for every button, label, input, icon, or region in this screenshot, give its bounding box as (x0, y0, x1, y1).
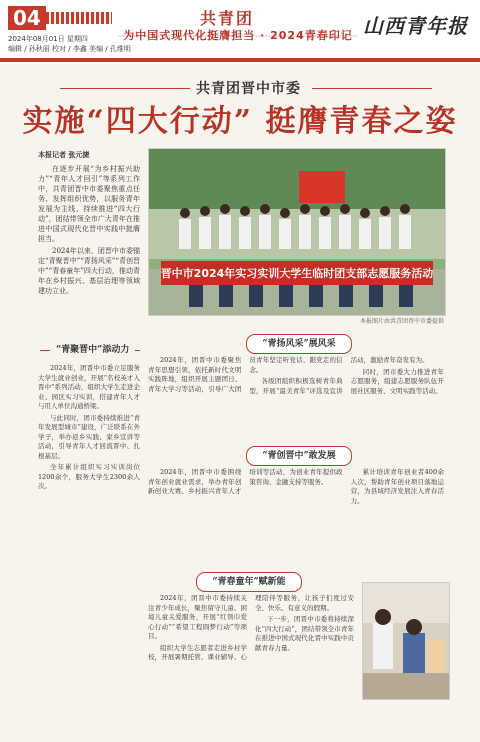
decorative-stripe (46, 12, 112, 24)
photo-banner-text: 晋中市2024年实习实训大学生临时团支部志愿服务活动 (160, 267, 434, 280)
section-subtitle: 为中国式现代化挺膺担当 · 2024青春印记 (123, 29, 353, 42)
body-paragraph: 2024年，团晋中市委围绕青年创业就业需求，举办青年创新创业大赛、乡村振兴青年人才培训等活动，为创业青年提供政策咨询、金融支持等服务。 (148, 468, 343, 495)
byline: 本报记者 张元捷 (38, 151, 90, 159)
page-meta-block (8, 6, 131, 62)
section-header-4 (196, 572, 302, 592)
issue-date: 2024年08月01日 星期四 (8, 35, 88, 43)
photo-caption: 本报图片由共青团晋中市委提供 (359, 318, 444, 325)
body-paragraph: 累计培训青年创业者400余人次，帮助青年创业项目落地运营，为县域经济发展注入青春活力。 (350, 468, 444, 505)
section-title: 共青团 (200, 9, 255, 28)
section-header-3 (246, 446, 352, 466)
lead-paragraph: 在逐步开展“为乡村振兴助力”“青年人才回引”等系列工作中，共青团晋中市委聚焦重点任务、发挥组织优势，以服务青年发展为主线，持续推进“四大行动”，团结带领全市广大青年在推进中国式现代化晋中实践中挺膺担当。 (38, 165, 140, 243)
section-subtitle-bar (118, 26, 358, 46)
header-rule (0, 58, 480, 62)
body-paragraph: 2024年，团晋中市委立足服务大学生就业创业，开展“名校英才入晋中”系列活动，组织大学生走进企业、园区实习实训，搭建青年人才与用人单位沟通桥梁。 (38, 364, 140, 410)
body-paragraph: 下一步，团晋中市委将持续深化“四大行动”，团结带领全市青年在推进中国式现代化晋中实践中贡献青春力量。 (255, 615, 354, 652)
kicker: 共青团晋中市委 (196, 81, 301, 97)
activity-photo (362, 582, 450, 700)
section-body-3 (148, 468, 444, 568)
lead-paragraph: 2024年以来，团晋中市委锚定“青聚晋中”“青扬风采”“青创晋中”“青春童年”四大行动，推动青年在乡村振兴、基层治理等领域建功立业。 (38, 247, 140, 295)
group-photo (148, 148, 446, 316)
kicker-rule-left (60, 88, 190, 89)
body-paragraph: 与此同时，团市委持续推进“青年发展型城市”建设，广泛联系在外学子，举办返乡实践、家乡宣讲等活动，引导青年人才回流晋中、扎根基层。 (38, 413, 140, 460)
issue-meta (8, 34, 131, 54)
section-title-2: “青扬风采”展风采 (262, 339, 336, 349)
section-body-2 (148, 356, 444, 434)
section-body-1 (38, 364, 140, 614)
section-title-1: “青聚晋中”添动力 (50, 342, 135, 355)
activity-photo-illustration (363, 583, 449, 699)
body-paragraph: 各级团组织积极选树青年典型，开展“最美青年”评选及宣讲活动，激励青年奋发有为。 (249, 356, 429, 395)
body-paragraph: 2024年，团晋中市委聚焦青年思想引领，依托新时代文明实践阵地，组织开展主题团日、青年大学习等活动，引导广大团员青年坚定听党话、跟党走的信念。 (148, 356, 343, 393)
headline: 实施“四大行动” 挺膺青春之姿 (22, 104, 458, 139)
page-header (0, 0, 480, 64)
section-header-2 (246, 334, 352, 354)
kicker-rule-right (312, 88, 432, 89)
newspaper-logo: 山西青年报 (363, 14, 468, 38)
section-header-1 (40, 342, 140, 360)
section-title-4: “青春童年”赋新能 (212, 577, 286, 587)
body-paragraph: 全年累计组织实习实训岗位1200余个，服务大学生2300余人次。 (38, 463, 140, 490)
body-paragraph: 组织大学生志愿者走进乡村学校，开展暑期托管、课业辅导、心理陪伴等服务，让孩子们度过安全、快乐、有意义的假期。 (148, 594, 354, 661)
section-body-4 (148, 594, 354, 734)
body-paragraph: 2024年，团晋中市委持续关注青少年成长，聚焦留守儿童、困境儿童关爱服务，开展“红领巾爱心行动”“希望工程圆梦行动”等项目。 (148, 594, 247, 640)
group-photo-illustration (149, 149, 445, 315)
lead-text (38, 164, 140, 298)
editor-credits: 编辑 / 孙秋丽 校对 / 李鑫 美编 / 孔维明 (8, 45, 131, 53)
page-number: 04 (8, 6, 46, 30)
section-title-3: “青创晋中”敢发展 (262, 451, 336, 461)
body-paragraph: 同时，团市委大力推进青年志愿服务，组建志愿服务队伍开展社区服务、文明实践等活动。 (350, 367, 444, 395)
